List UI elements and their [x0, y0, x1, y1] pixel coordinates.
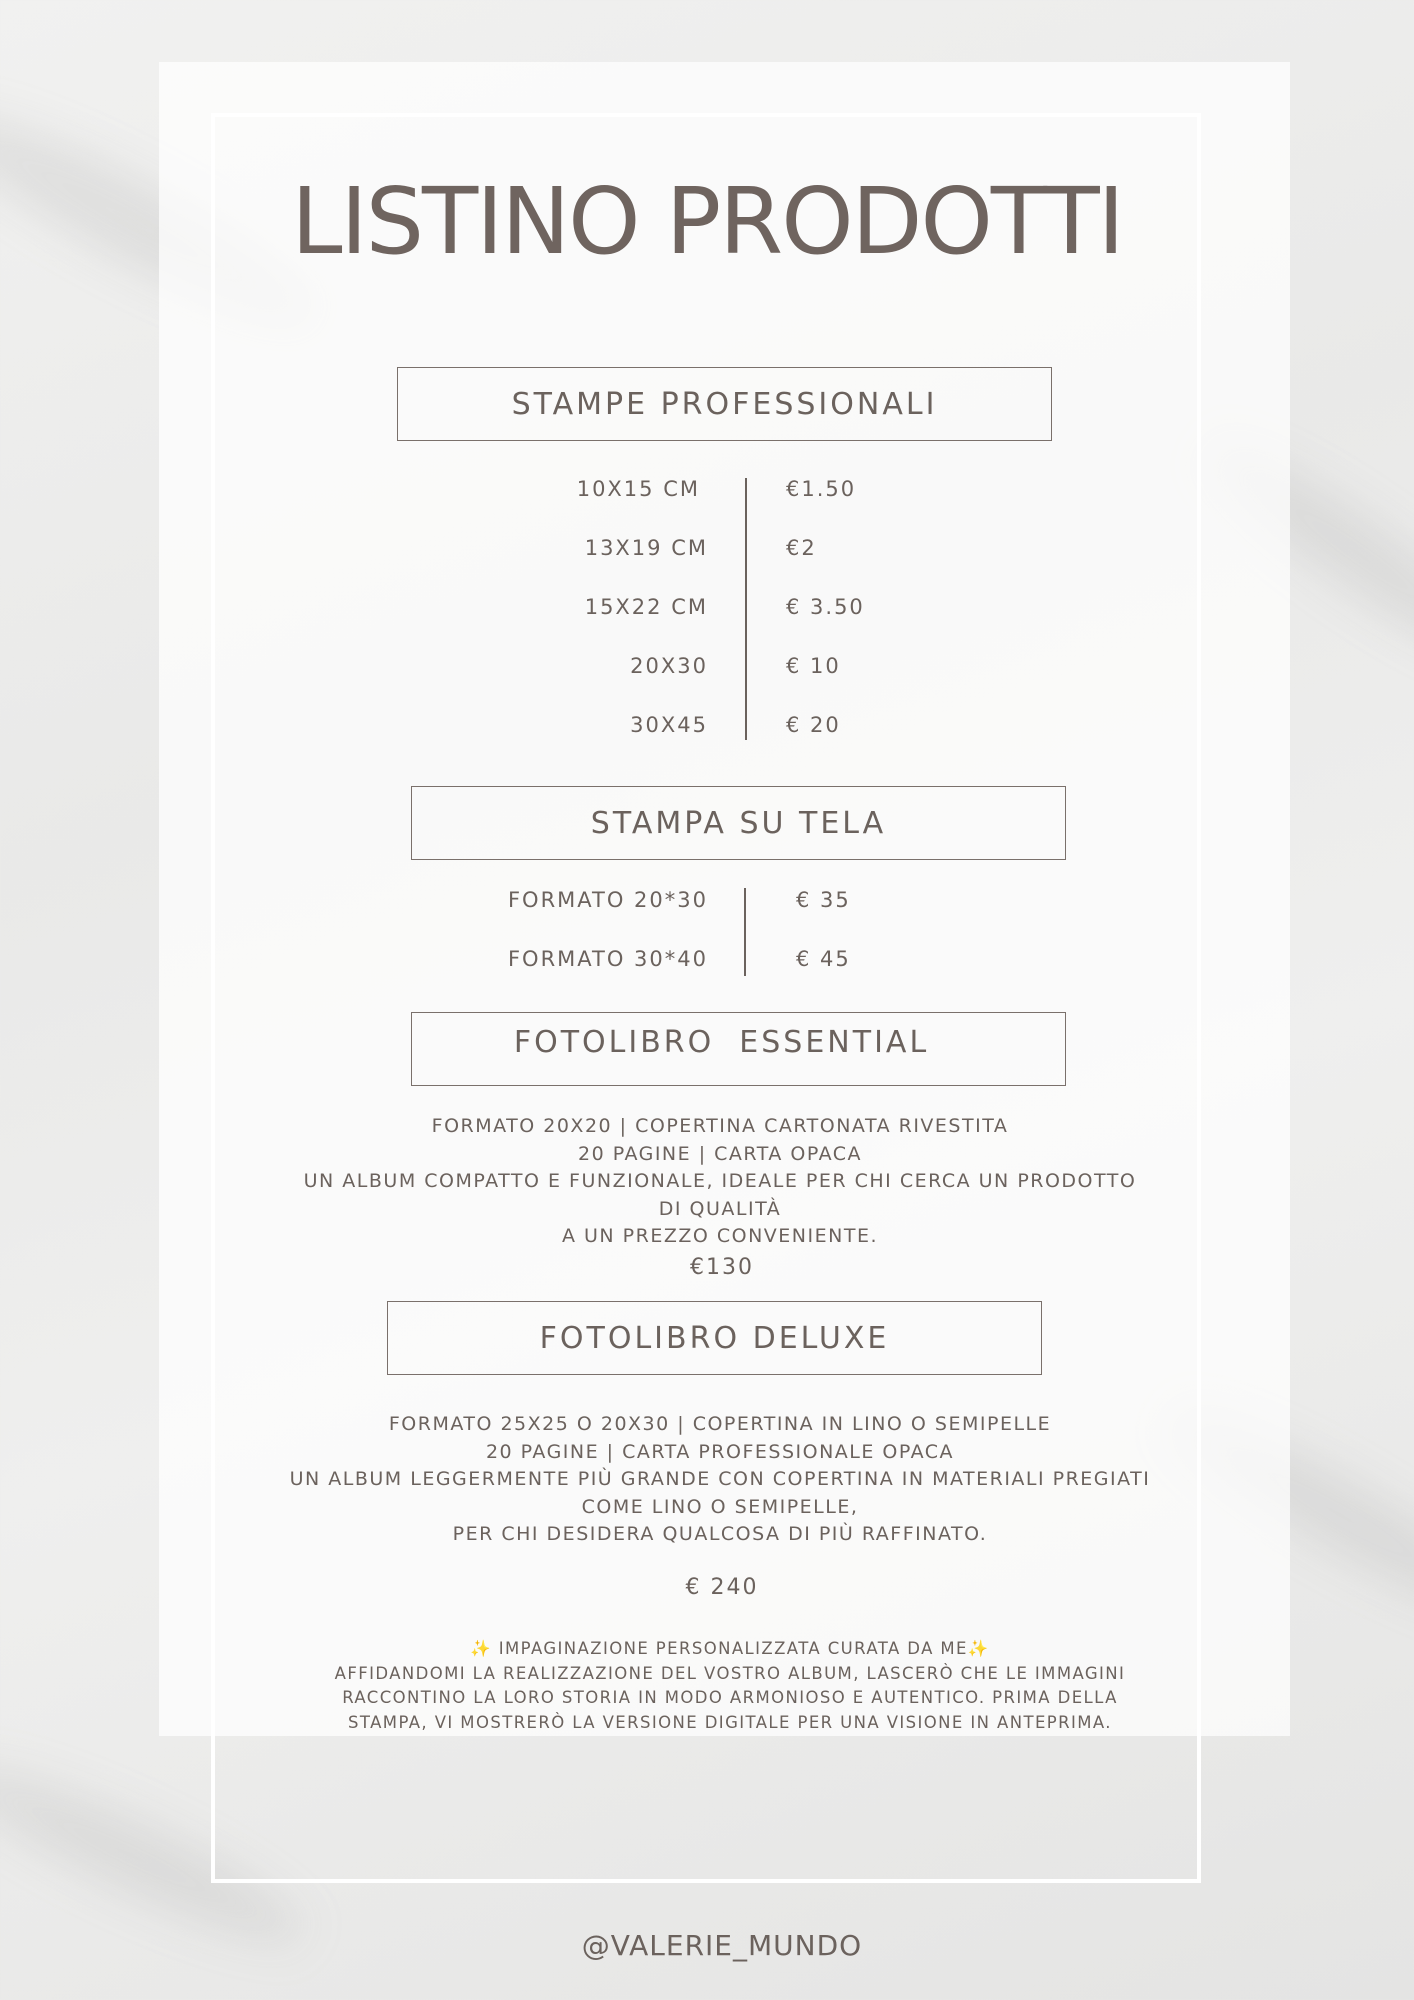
note-heading-text: IMPAGINAZIONE PERSONALIZZATA CURATA DA ME: [498, 1639, 968, 1658]
note-heading: [240, 1637, 1220, 1662]
essential-price: €130: [690, 1255, 754, 1280]
size-label: 15X22 CM: [584, 595, 708, 619]
section-heading-deluxe: FOTOLIBRO DELUXE: [387, 1301, 1042, 1375]
section-heading-essential: [411, 1012, 1066, 1086]
note-line: STAMPA, VI MOSTRERÒ LA VERSIONE DIGITALE PER UNA VISIONE IN ANTEPRIMA.: [348, 1712, 1112, 1732]
divider-tela: [744, 888, 746, 976]
price-label: €1.50: [786, 477, 857, 501]
description-line: A UN PREZZO CONVENIENTE.: [561, 1225, 878, 1247]
size-label: 30X45: [630, 713, 708, 737]
price-label: € 45: [796, 947, 851, 971]
description-line: 20 PAGINE | CARTA OPACA: [577, 1142, 863, 1165]
section-heading-tela: STAMPA SU TELA: [411, 786, 1066, 860]
description-line: UN ALBUM LEGGERMENTE PIÙ GRANDE CON COPERTINA IN MATERIALI PREGIATI: [289, 1468, 1151, 1490]
price-label: € 3.50: [786, 595, 865, 619]
price-label: €2: [786, 536, 817, 560]
size-label: 10X15 CM: [576, 477, 700, 501]
sparkle-icon: ✨: [967, 1639, 990, 1658]
size-label: 13X19 CM: [584, 536, 708, 560]
size-label: FORMATO 30*40: [507, 947, 708, 971]
sparkle-icon: ✨: [470, 1639, 493, 1658]
description-line: UN ALBUM COMPATTO E FUNZIONALE, IDEALE PER CHI CERCA UN PRODOTTO: [303, 1170, 1137, 1192]
social-handle: @VALERIE_MUNDO: [581, 1929, 863, 1962]
description-line: DI QUALITÀ: [658, 1197, 782, 1220]
deluxe-price: € 240: [685, 1575, 759, 1600]
essential-description: [200, 1113, 1240, 1251]
description-line: COME LINO O SEMIPELLE,: [581, 1495, 859, 1518]
size-label: 20X30: [630, 654, 708, 678]
note-line: RACCONTINO LA LORO STORIA IN MODO ARMONIOSO E AUTENTICO. PRIMA DELLA: [342, 1688, 1118, 1707]
description-line: PER CHI DESIDERA QUALCOSA DI PIÙ RAFFINATO.: [452, 1523, 988, 1545]
description-line: 20 PAGINE | CARTA PROFESSIONALE OPACA: [485, 1440, 955, 1463]
price-label: € 35: [796, 888, 851, 912]
essential-heading-text: FOTOLIBRO ESSENTIAL: [513, 1024, 930, 1060]
note-line: AFFIDANDOMI LA REALIZZAZIONE DEL VOSTRO ALBUM, LASCERÒ CHE LE IMMAGINI: [334, 1663, 1126, 1683]
deluxe-description: [200, 1411, 1240, 1549]
layout-note: [240, 1637, 1220, 1735]
page-title: LISTINO PRODOTTI: [291, 168, 1123, 275]
size-label: FORMATO 20*30: [507, 888, 708, 912]
divider-stampe: [745, 478, 747, 740]
price-label: € 20: [786, 713, 841, 737]
description-line: FORMATO 20X20 | COPERTINA CARTONATA RIVESTITA: [431, 1115, 1009, 1137]
price-label: € 10: [786, 654, 841, 678]
description-line: FORMATO 25X25 O 20X30 | COPERTINA IN LINO O SEMIPELLE: [388, 1413, 1052, 1435]
section-heading-stampe: STAMPE PROFESSIONALI: [397, 367, 1052, 441]
